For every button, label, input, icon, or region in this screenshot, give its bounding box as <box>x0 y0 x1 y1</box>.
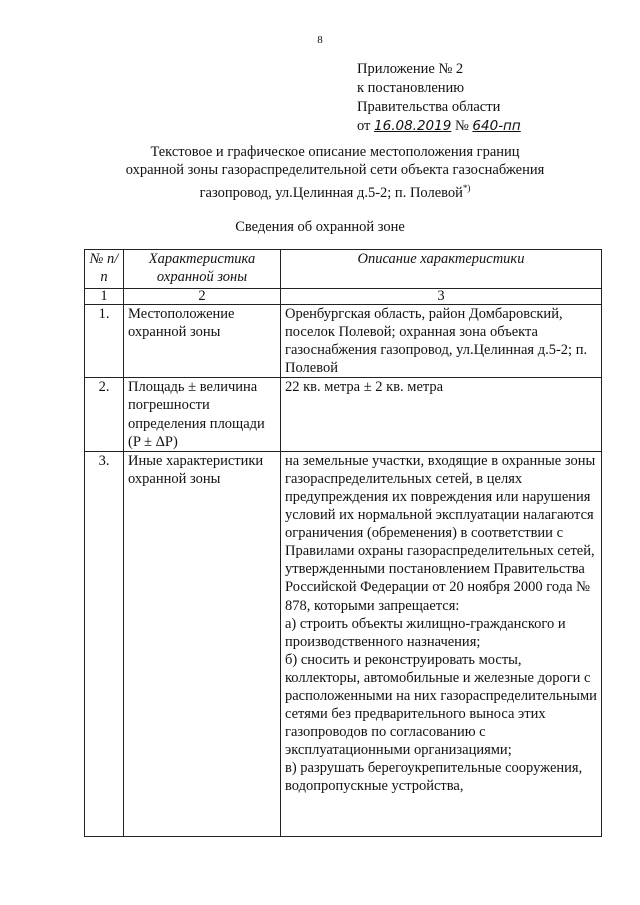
handwritten-number: 640-пп <box>472 118 521 134</box>
document-title <box>90 143 580 202</box>
appendix-block <box>357 60 521 136</box>
title-line: Текстовое и графическое описание местоположения границ <box>150 144 520 160</box>
row-characteristic: Иные характеристики охранной зоны <box>124 451 281 836</box>
table-row <box>85 378 602 451</box>
header-cell: Описание характеристики <box>281 250 602 289</box>
description-paragraph: в) разрушать берегоукрепительные сооружения, водопропускные устройства, <box>285 760 583 795</box>
table-heading: Сведения об охранной зоне <box>235 219 405 235</box>
table-header-row <box>85 250 602 289</box>
title-line: охранной зоны газораспределительной сети объекта газоснабжения <box>125 162 545 178</box>
description-paragraph: б) сносить и реконструировать мосты, коллекторы, автомобильные и железные дороги с расположенными на них газораспределительными сетями без предварительного выноса этих газопроводов по согласованию с эксплуатационными организациями; <box>285 651 597 759</box>
table-row <box>85 451 602 836</box>
description-paragraph: а) строить объекты жилищно-гражданского и производственного назначения; <box>285 615 566 650</box>
protection-zone-table <box>84 249 602 837</box>
number-label: № <box>454 118 469 134</box>
from-label: от <box>357 118 371 134</box>
row-description <box>281 378 602 451</box>
column-number-row <box>85 289 602 305</box>
handwritten-date: 16.08.2019 <box>374 118 452 134</box>
row-description <box>281 305 602 378</box>
row-number: 3. <box>85 451 124 836</box>
row-description <box>281 451 602 836</box>
appendix-line: Правительства области <box>357 99 501 115</box>
description-paragraph: Оренбургская область, район Домбаровский, поселок Полевой; охранная зона объекта газоснабжения газопровод, ул.Целинная д.5-2; п. Полевой <box>285 306 588 377</box>
row-number: 1. <box>85 305 124 378</box>
page-number: 8 <box>317 34 323 46</box>
appendix-line: к постановлению <box>357 80 465 96</box>
column-number: 1 <box>85 289 124 305</box>
row-characteristic: Местоположение охранной зоны <box>124 305 281 378</box>
title-line-3 <box>90 179 580 202</box>
row-characteristic: Площадь ± величина погрешности определения площади (P ± ΔP) <box>124 378 281 451</box>
table-row <box>85 305 602 378</box>
title-line: газопровод, ул.Целинная д.5-2; п. Полевой <box>199 184 463 201</box>
footnote-mark: *) <box>462 183 471 193</box>
description-paragraph: 22 кв. метра ± 2 кв. метра <box>285 379 444 396</box>
column-number: 2 <box>124 289 281 305</box>
appendix-line: Приложение № 2 <box>357 61 464 77</box>
description-paragraph: на земельные участки, входящие в охранные зоны газораспределительных сетей, в целях предупреждения их повреждения или нарушения условий их нормальной эксплуатации налагаются ограничения (обременения) в соответствии с Правилами охраны газораспределительных сетей, утвержденными постановлением Правительства Российской Федерации от 20 ноября 2000 года № 878, которыми запрещается: <box>285 452 596 614</box>
header-cell: Характеристика охранной зоны <box>124 250 281 289</box>
header-cell: № п/п <box>85 250 124 289</box>
column-number: 3 <box>281 289 602 305</box>
row-number: 2. <box>85 378 124 451</box>
appendix-date-line <box>357 117 521 136</box>
